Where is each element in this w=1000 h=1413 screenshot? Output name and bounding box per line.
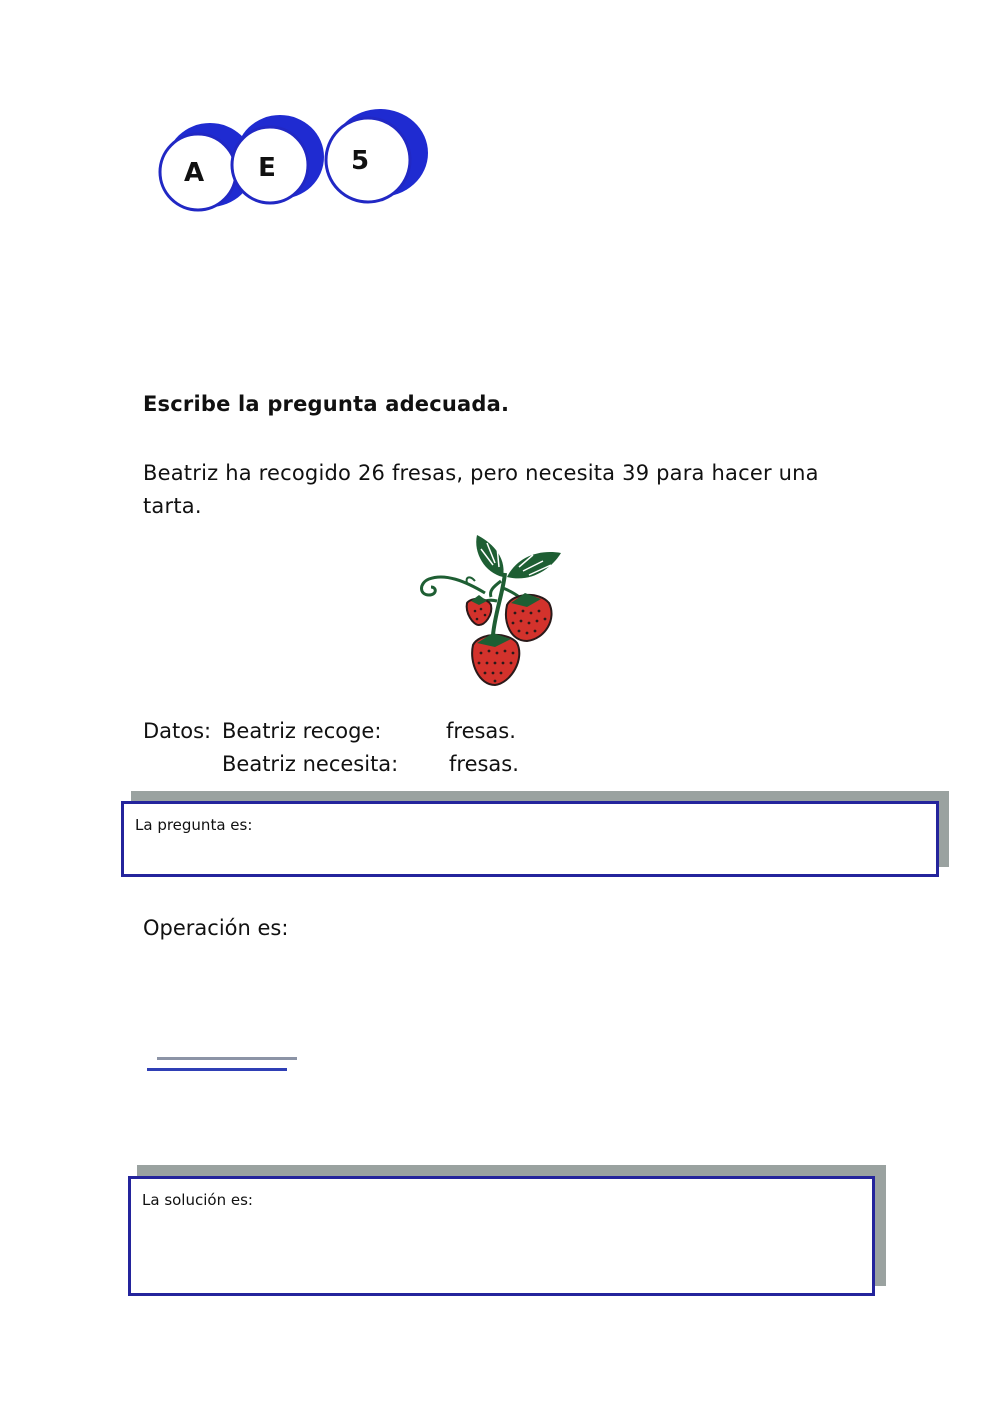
datos-line-necesita-unit: fresas. bbox=[449, 752, 519, 776]
datos-line-recoge: Beatriz recoge: bbox=[222, 719, 382, 743]
instruction-heading: Escribe la pregunta adecuada. bbox=[143, 392, 510, 416]
badge-letter-a: A bbox=[183, 158, 205, 188]
badge-letter-e: E bbox=[258, 153, 276, 183]
operation-answer-underline bbox=[147, 1068, 287, 1071]
datos-line-necesita: Beatriz necesita: bbox=[222, 752, 399, 776]
operation-label: Operación es: bbox=[143, 916, 289, 940]
question-box[interactable] bbox=[121, 801, 939, 877]
badge-number-5: 5 bbox=[350, 146, 370, 176]
datos-line-recoge-unit: fresas. bbox=[446, 719, 516, 743]
solution-box[interactable] bbox=[128, 1176, 875, 1296]
datos-label: Datos: bbox=[143, 719, 212, 743]
strawberry-icon bbox=[415, 533, 565, 693]
operation-answer-line bbox=[157, 1057, 297, 1060]
problem-statement: Beatriz ha recogido 26 fresas, pero necesita 39 para hacer una tarta. bbox=[143, 461, 819, 518]
solution-box-label: La solución es: bbox=[142, 1191, 253, 1209]
question-box-label: La pregunta es: bbox=[135, 816, 253, 834]
